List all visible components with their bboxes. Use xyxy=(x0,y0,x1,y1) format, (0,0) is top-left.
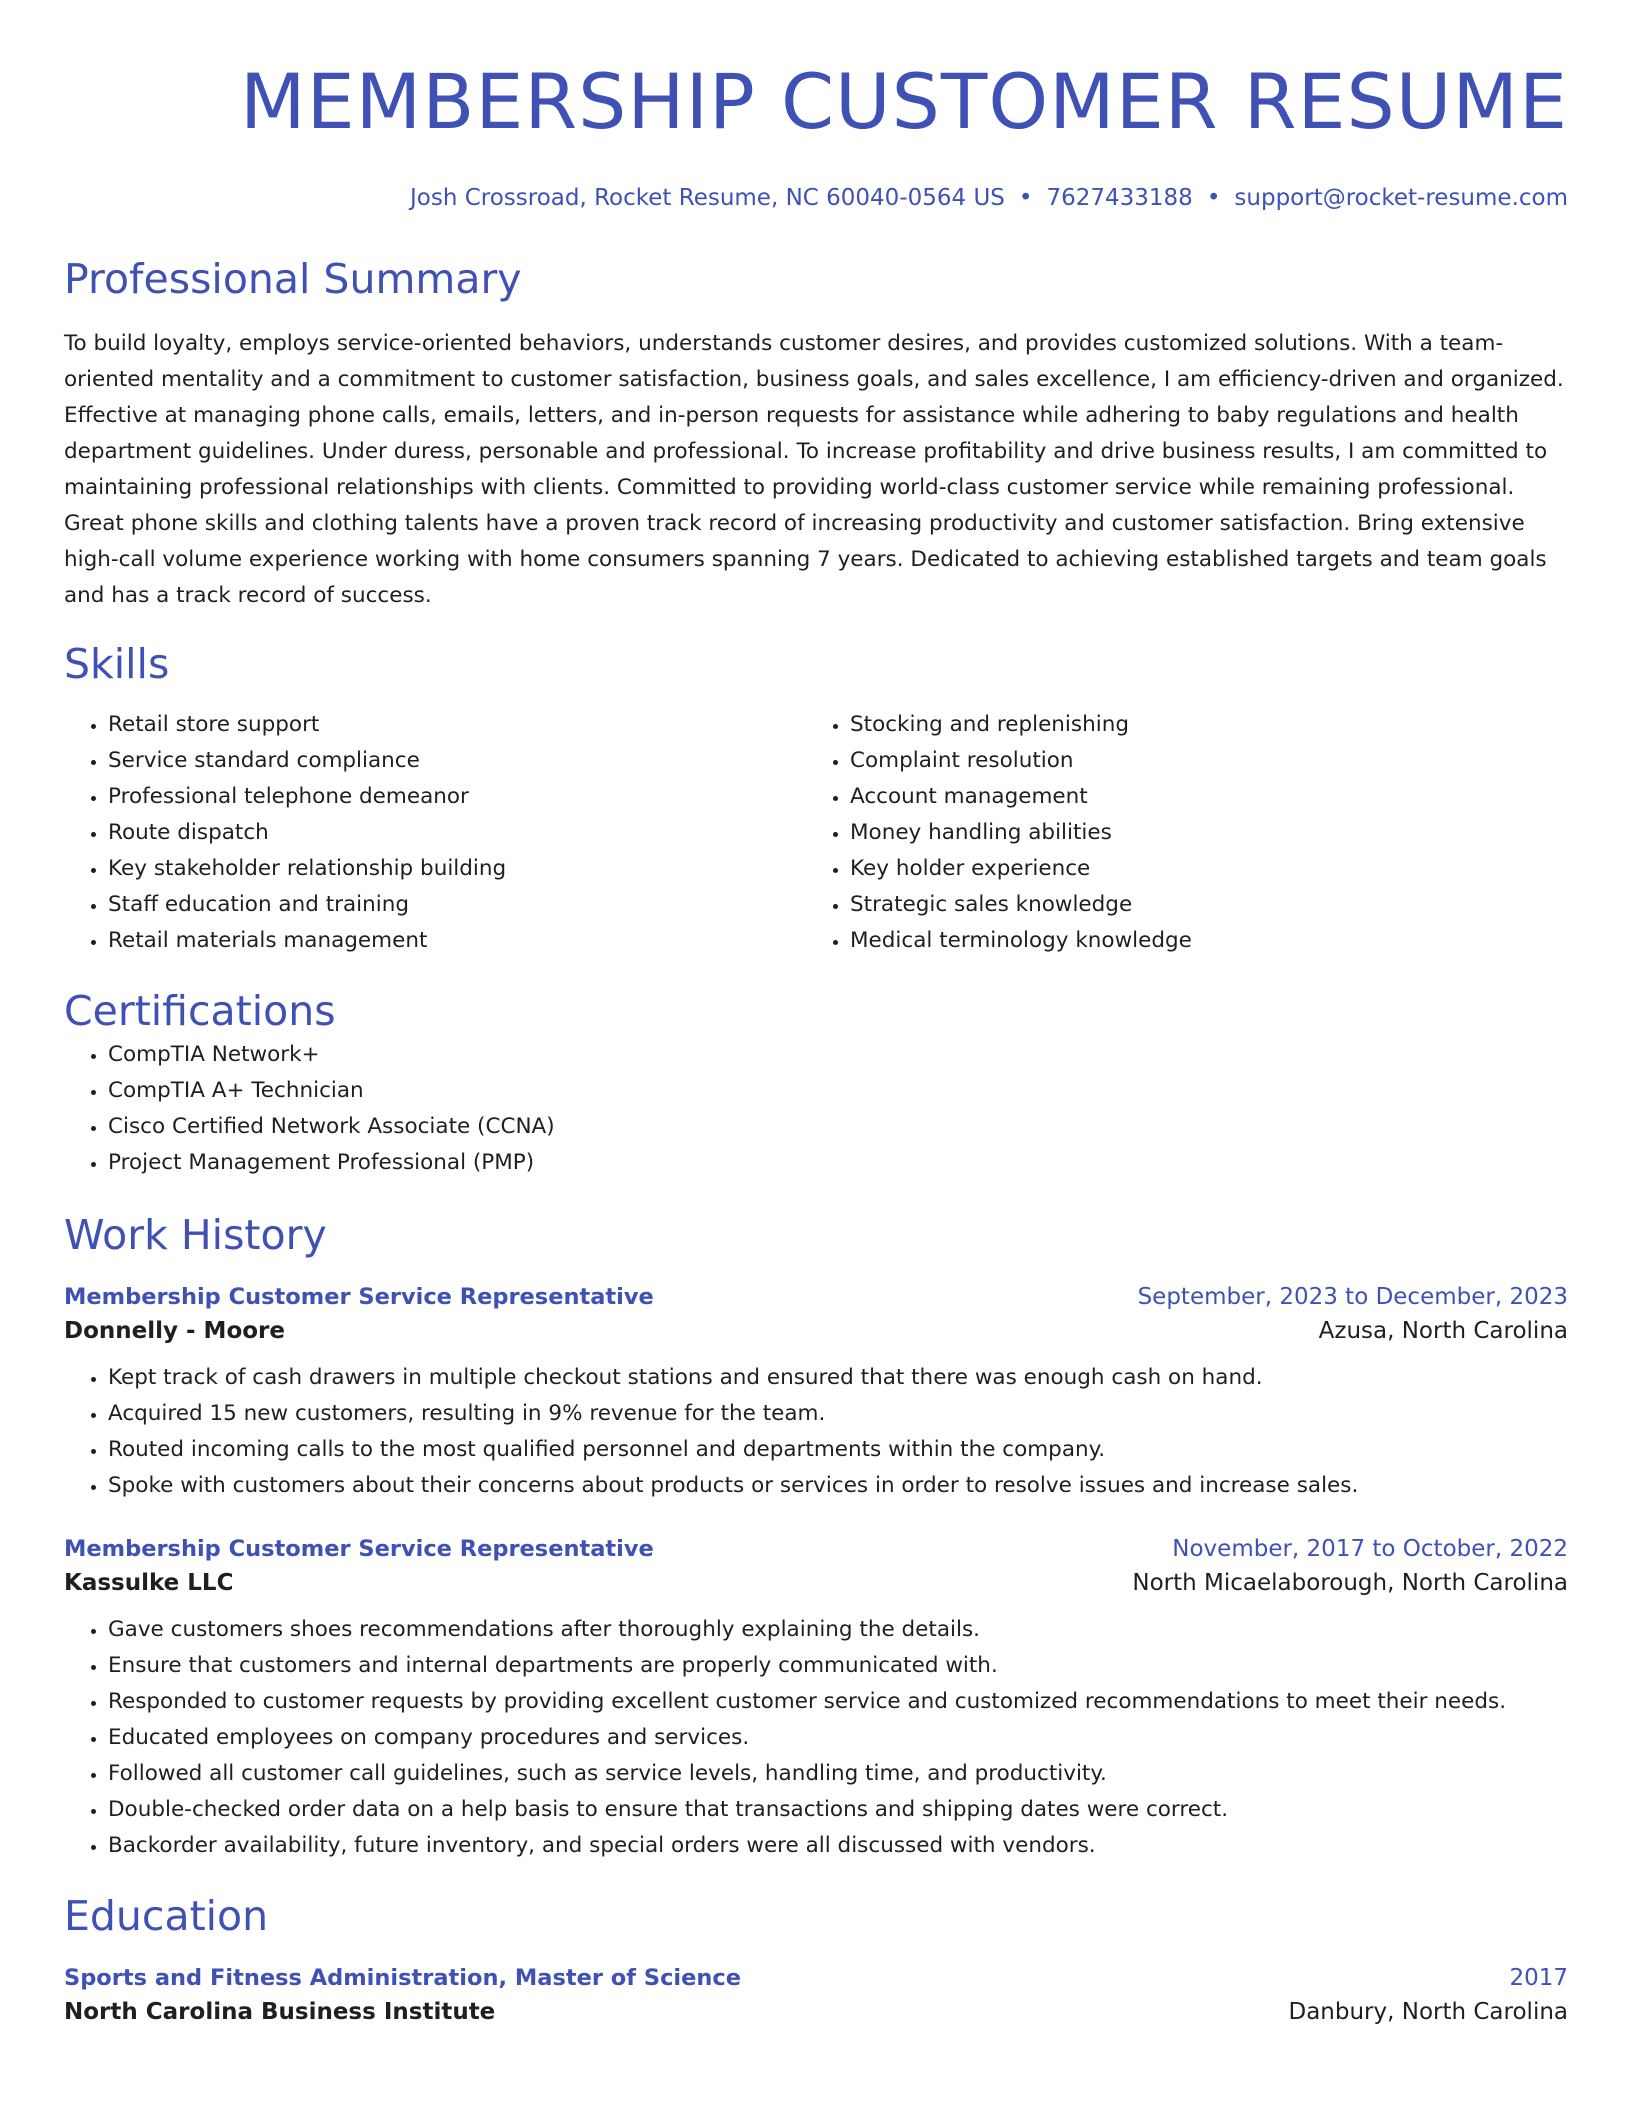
contact-email: support@rocket-resume.com xyxy=(1234,185,1568,211)
education-heading: Education xyxy=(64,1891,269,1940)
job-duties-list xyxy=(64,1360,1568,1504)
job-duty: • Routed incoming calls to the most qualified personnel and departments within the company. xyxy=(108,1432,1568,1468)
skills-list xyxy=(64,707,1568,959)
job-duty: • Ensure that customers and internal departments are properly communicated with. xyxy=(108,1648,1568,1684)
skill-item: • Account management xyxy=(850,779,1548,815)
job-duty: • Double-checked order data on a help basis to ensure that transactions and shipping dates were correct. xyxy=(108,1792,1568,1828)
education-degree: Sports and Fitness Administration, Master of Science xyxy=(64,1964,741,1991)
certifications-list xyxy=(64,1037,1568,1181)
education-entry xyxy=(64,1965,1568,2025)
contact-phone: 7627433188 xyxy=(1046,185,1193,211)
job-duty: • Kept track of cash drawers in multiple checkout stations and ensured that there was enough cash on hand. xyxy=(108,1360,1568,1396)
skill-item: • Stocking and replenishing xyxy=(850,707,1548,743)
job-duty: • Acquired 15 new customers, resulting in 9% revenue for the team. xyxy=(108,1396,1568,1432)
resume-name: MEMBERSHIP CUSTOMER RESUME xyxy=(240,57,1568,146)
certification-item: • CompTIA A+ Technician xyxy=(108,1073,1568,1109)
education-header xyxy=(64,1965,1568,1991)
education-location: Danbury, North Carolina xyxy=(1288,1998,1568,2025)
job-duty: • Responded to customer requests by providing excellent customer service and customized recommendations to meet their needs. xyxy=(108,1684,1568,1720)
skill-item: • Medical terminology knowledge xyxy=(850,923,1548,959)
skill-item: • Retail materials management xyxy=(108,923,806,959)
skill-item: • Route dispatch xyxy=(108,815,806,851)
education-subheader xyxy=(64,1999,1568,2025)
job-entry xyxy=(64,1284,1568,1504)
skill-item: • Money handling abilities xyxy=(850,815,1548,851)
skills-column-right xyxy=(806,707,1548,959)
certification-item: • CompTIA Network+ xyxy=(108,1037,1568,1073)
skill-item: • Complaint resolution xyxy=(850,743,1548,779)
job-header xyxy=(64,1536,1568,1562)
job-dates: September, 2023 to December, 2023 xyxy=(1137,1283,1568,1310)
job-duty: • Followed all customer call guidelines, such as service levels, handling time, and productivity. xyxy=(108,1756,1568,1792)
skill-item: • Retail store support xyxy=(108,707,806,743)
contact-address: Josh Crossroad, Rocket Resume, NC 60040-0564 US xyxy=(409,185,1005,211)
education-school: North Carolina Business Institute xyxy=(64,1998,496,2025)
work-history-heading: Work History xyxy=(64,1210,327,1259)
summary-heading: Professional Summary xyxy=(64,255,522,303)
job-location: Azusa, North Carolina xyxy=(1318,1317,1568,1344)
certifications-heading: Certifications xyxy=(64,987,336,1036)
skills-column-left xyxy=(64,707,806,959)
job-subheader xyxy=(64,1570,1568,1596)
skill-item: • Professional telephone demeanor xyxy=(108,779,806,815)
job-duty: • Backorder availability, future inventory, and special orders were all discussed with vendors. xyxy=(108,1828,1568,1864)
skills-heading: Skills xyxy=(64,640,170,689)
contact-separator: • xyxy=(1206,185,1221,211)
skill-item: • Staff education and training xyxy=(108,887,806,923)
skill-item: • Key holder experience xyxy=(850,851,1548,887)
job-header xyxy=(64,1284,1568,1310)
job-location: North Micaelaborough, North Carolina xyxy=(1132,1569,1568,1596)
certification-item: • Cisco Certified Network Associate (CCNA) xyxy=(108,1109,1568,1145)
job-duty: • Gave customers shoes recommendations after thoroughly explaining the details. xyxy=(108,1612,1568,1648)
job-duties-list xyxy=(64,1612,1568,1864)
skill-item: • Service standard compliance xyxy=(108,743,806,779)
job-company: Kassulke LLC xyxy=(64,1569,234,1596)
summary-text: To build loyalty, employs service-oriented behaviors, understands customer desires, and provides customized solutions. With a team-oriented mentality and a commitment to customer satisfaction, business goals, and sales excellence, I am efficiency-driven and organized. Effective at managing phone calls, emails, letters, and in-person requests for assistance while adhering to baby regulations and health department guidelines. Under duress, personable and professional. To increase profitability and drive business results, I am committed to maintaining professional relationships with clients. Committed to providing world-class customer service while remaining professional. Great phone skills and clothing talents have a proven track record of increasing productivity and customer satisfaction. Bring extensive high-call volume experience working with home consumers spanning 7 years. Dedicated to achieving established targets and team goals and has a track record of success. xyxy=(64,331,1564,609)
education-year: 2017 xyxy=(1509,1964,1568,1991)
job-dates: November, 2017 to October, 2022 xyxy=(1172,1535,1568,1562)
contact-line xyxy=(64,185,1568,211)
job-company: Donnelly - Moore xyxy=(64,1317,285,1344)
job-title: Membership Customer Service Representative xyxy=(64,1535,654,1562)
contact-separator: • xyxy=(1018,185,1033,211)
skill-item: • Key stakeholder relationship building xyxy=(108,851,806,887)
job-title: Membership Customer Service Representative xyxy=(64,1283,654,1310)
job-subheader xyxy=(64,1318,1568,1344)
skill-item: • Strategic sales knowledge xyxy=(850,887,1548,923)
job-entry xyxy=(64,1536,1568,1864)
job-duty: • Educated employees on company procedures and services. xyxy=(108,1720,1568,1756)
job-duty: • Spoke with customers about their concerns about products or services in order to resolve issues and increase sales. xyxy=(108,1468,1568,1504)
certification-item: • Project Management Professional (PMP) xyxy=(108,1145,1568,1181)
